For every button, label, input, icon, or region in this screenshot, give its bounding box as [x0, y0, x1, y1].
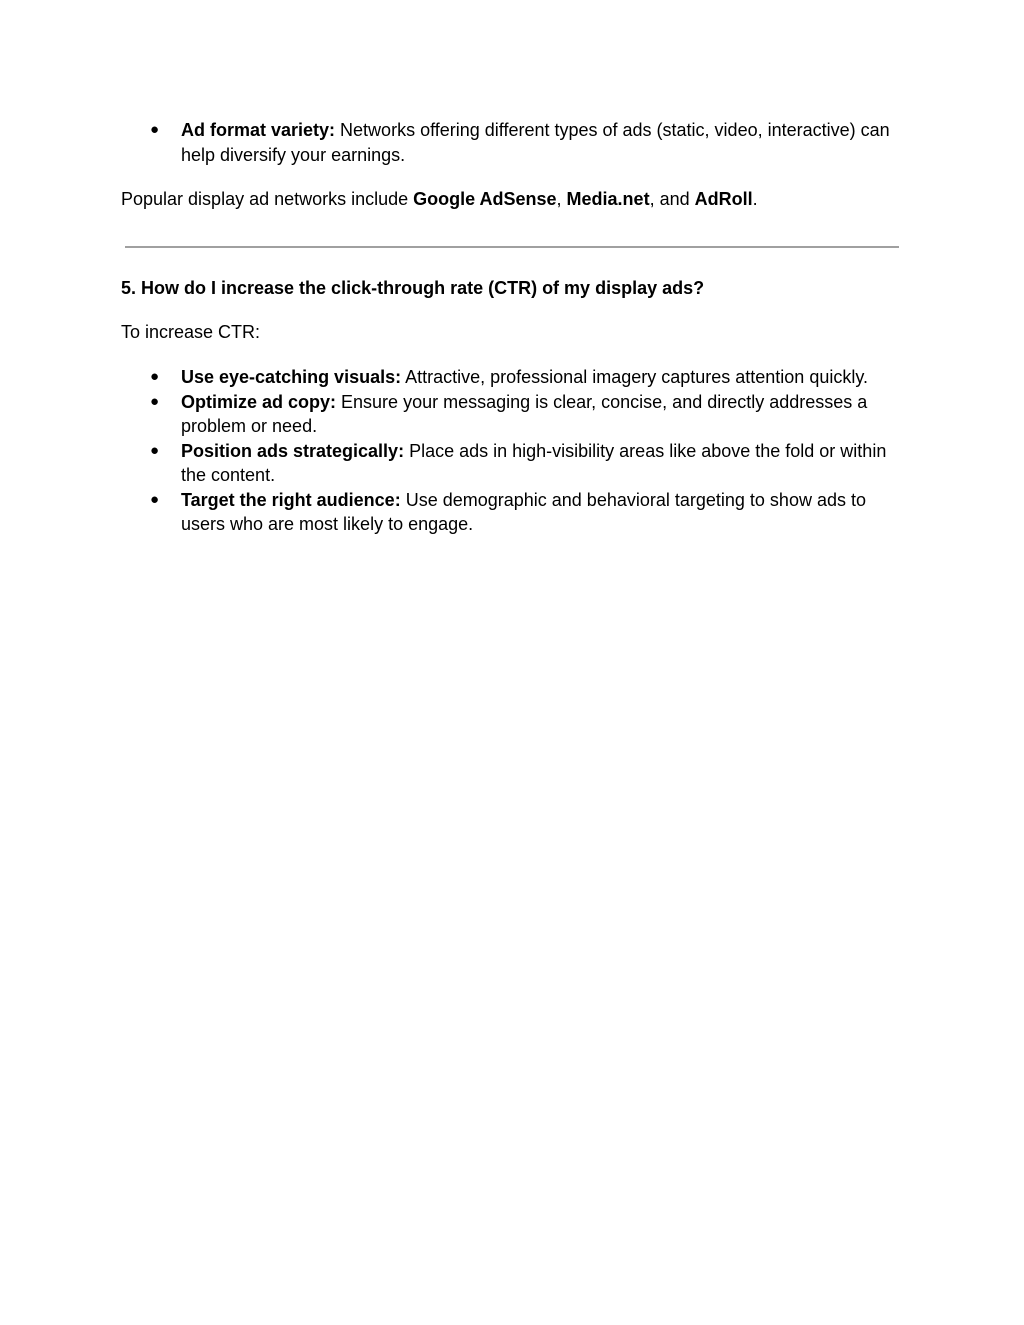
networks-prefix: Popular display ad networks include	[121, 189, 414, 209]
list-item-term: Use eye-catching visuals:	[181, 367, 402, 387]
horizontal-divider	[125, 246, 899, 248]
ctr-tips-list	[0, 365, 1024, 537]
list-item	[0, 488, 1024, 537]
bullet-icon: ●	[150, 121, 160, 138]
networks-paragraph	[121, 187, 921, 212]
list-item	[0, 439, 1024, 488]
network-google-adsense: Google AdSense	[413, 189, 557, 209]
list-item-term: Optimize ad copy:	[181, 391, 337, 412]
list-item-text: Place ads in high-visibility areas like above the fold or within the content.	[181, 440, 887, 485]
list-item	[0, 365, 1024, 390]
ad-network-criteria-list	[0, 118, 1024, 167]
bullet-icon: ●	[150, 392, 160, 410]
list-item-text: Networks offering different types of ads (static, video, interactive) can help diversify your earnings.	[181, 120, 890, 165]
network-adroll: AdRoll	[694, 189, 753, 209]
list-item-text: Attractive, professional imagery captures attention quickly.	[401, 367, 869, 387]
list-item-text: Use demographic and behavioral targeting to show ads to users who are most likely to engage.	[181, 489, 866, 534]
bullet-icon: ●	[150, 441, 160, 459]
separator: ,	[556, 189, 567, 209]
list-item-term: Position ads strategically:	[181, 440, 405, 461]
list-item-term: Ad format variety:	[181, 120, 336, 140]
bullet-icon: ●	[150, 368, 160, 385]
separator: , and	[649, 189, 695, 209]
section-question-heading: 5. How do I increase the click-through rate (CTR) of my display ads?	[121, 278, 705, 298]
list-item	[0, 390, 1024, 439]
list-item-text: Ensure your messaging is clear, concise, and directly addresses a problem or need.	[181, 391, 868, 436]
period: .	[752, 189, 758, 209]
intro-paragraph: To increase CTR:	[121, 322, 261, 342]
list-item	[0, 118, 1024, 167]
network-media-net: Media.net	[566, 189, 650, 209]
bullet-icon: ●	[150, 490, 160, 508]
list-item-term: Target the right audience:	[181, 489, 401, 510]
